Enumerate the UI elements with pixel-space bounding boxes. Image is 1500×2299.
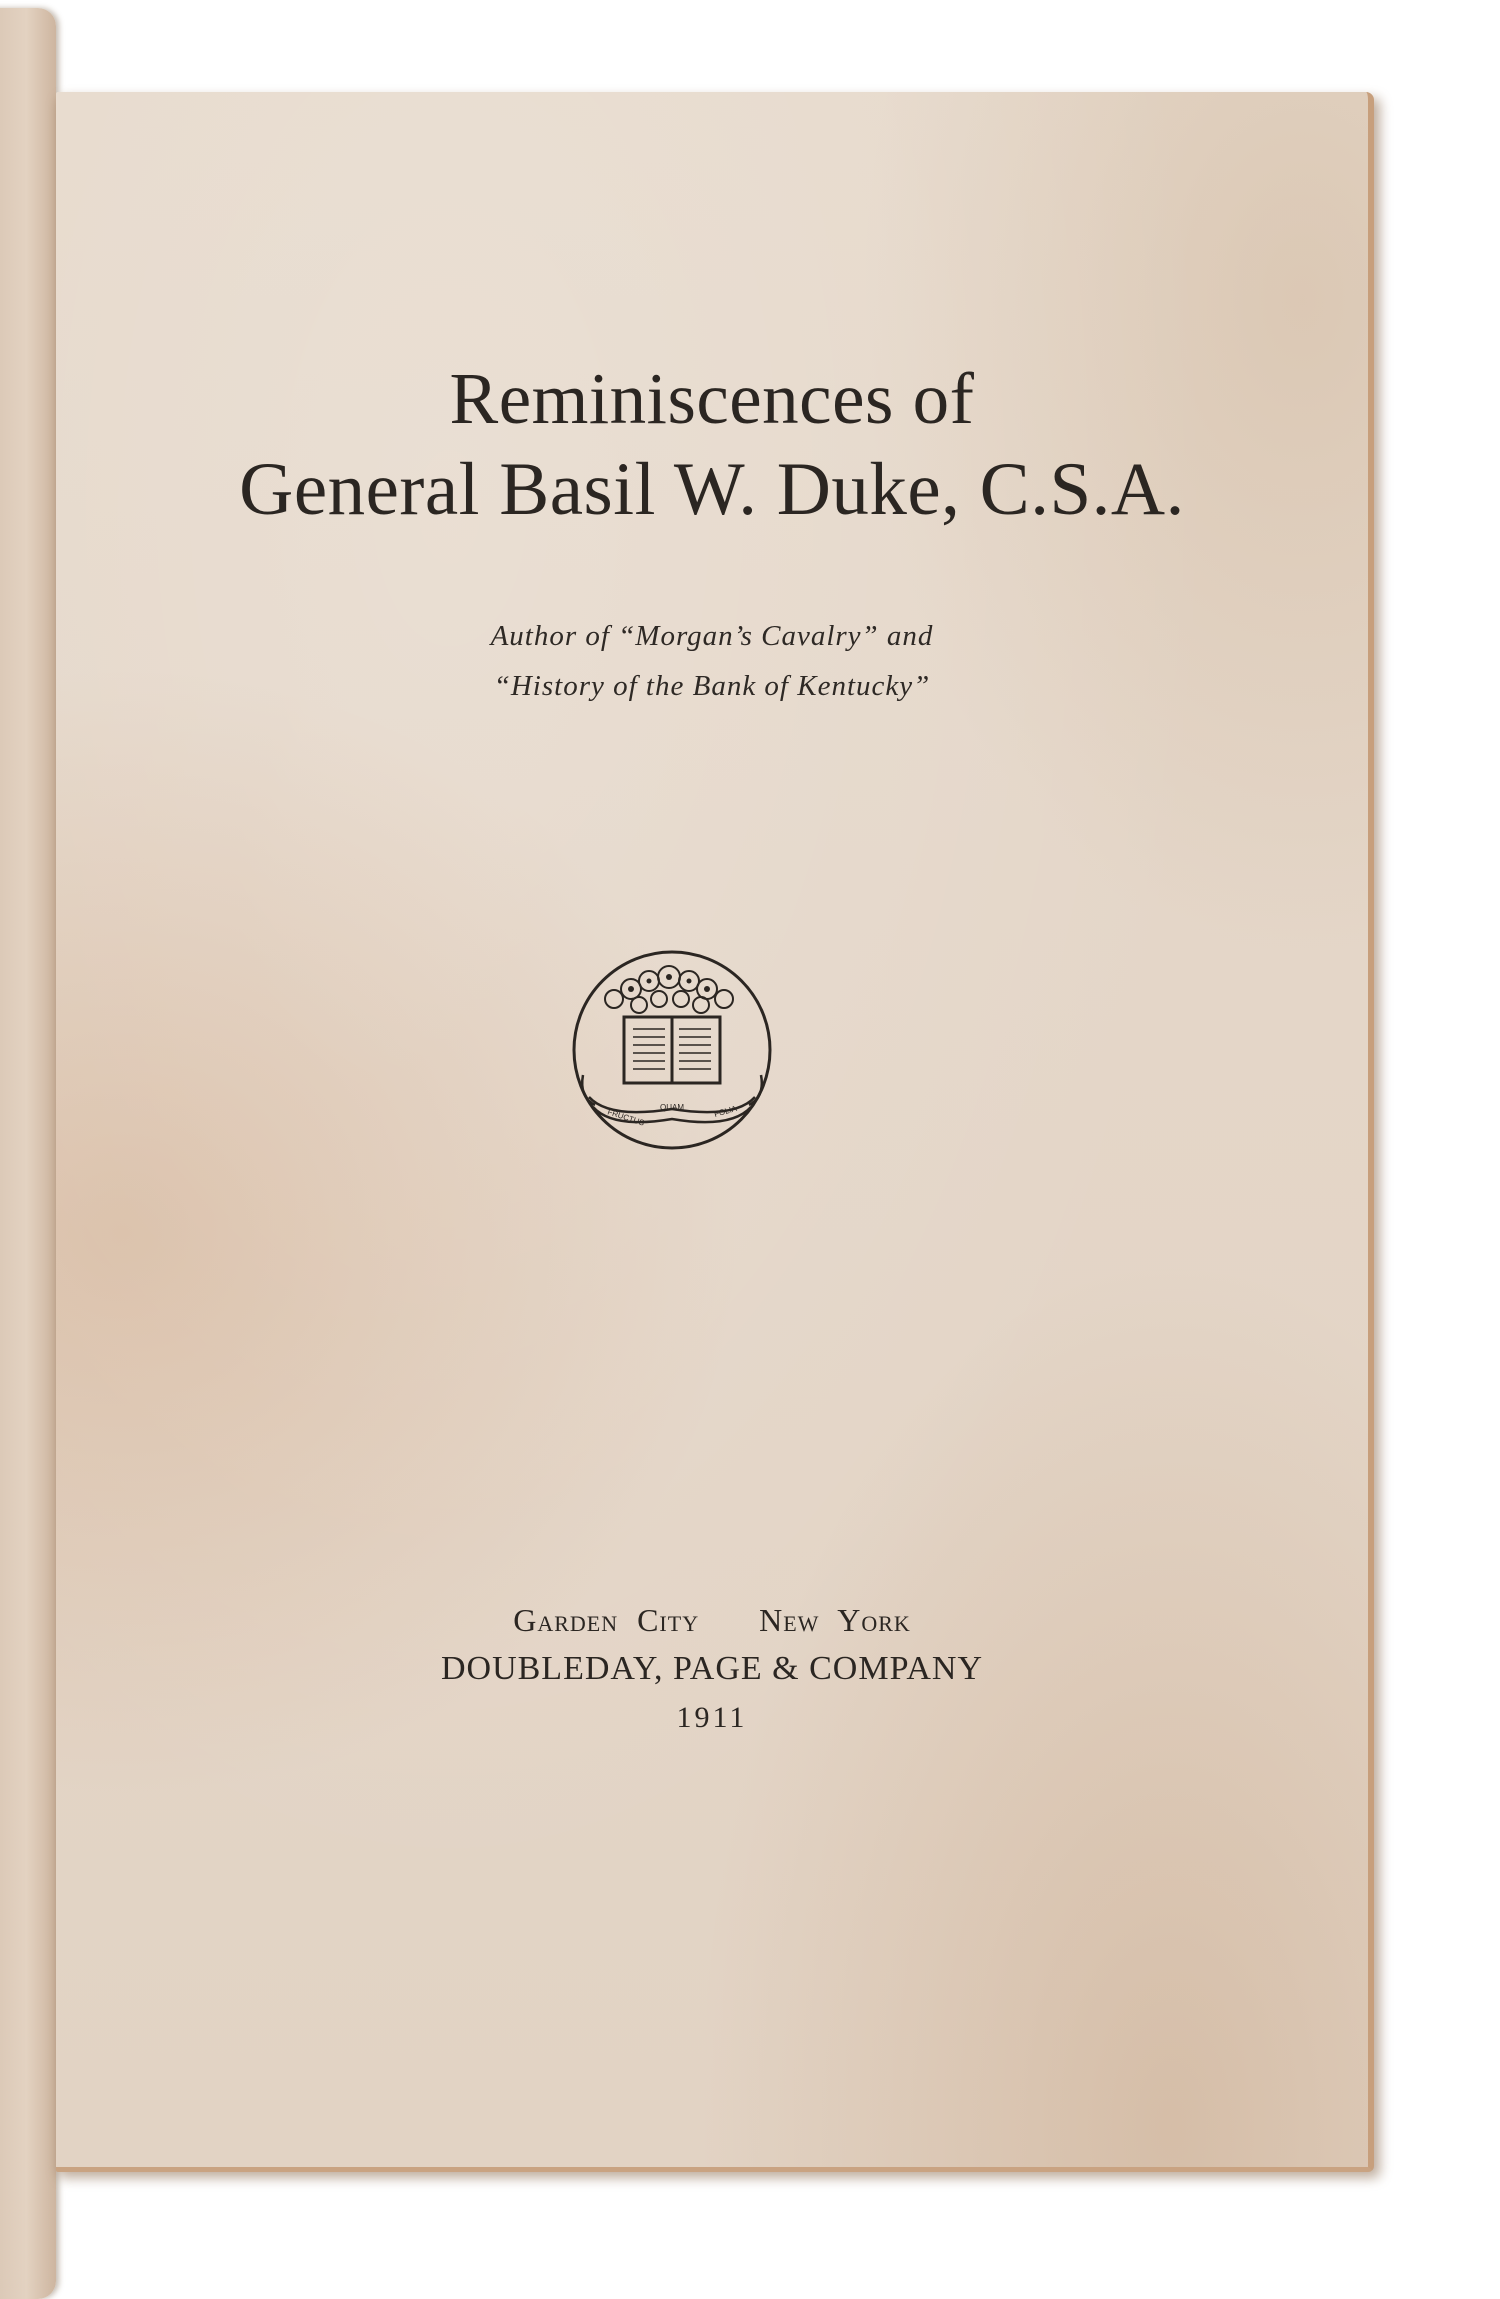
imprint-publisher: DOUBLEDAY, PAGE & COMPANY [440,1650,984,1687]
imprint-city-line [56,1602,1368,1639]
imprint-city: Garden City [513,1602,700,1638]
publisher-emblem-icon [569,947,775,1153]
subtitle-line-1: Author of “Morgan’s Cavalry” and [490,620,934,652]
left-page-edge [0,8,56,2299]
title-line-2: General Basil W. Duke, C.S.A. [239,448,1185,531]
motto-right: FOLIA [713,1103,738,1119]
motto-left: FRUCTUS [606,1107,646,1128]
motto-center: QUAM [660,1103,684,1112]
imprint-state: New York [759,1602,911,1638]
imprint-year: 1911 [676,1701,748,1734]
title-page [56,92,1374,2172]
title-line-1: Reminiscences of [449,358,975,439]
subtitle-line-2: “History of the Bank of Kentucky” [493,670,931,702]
